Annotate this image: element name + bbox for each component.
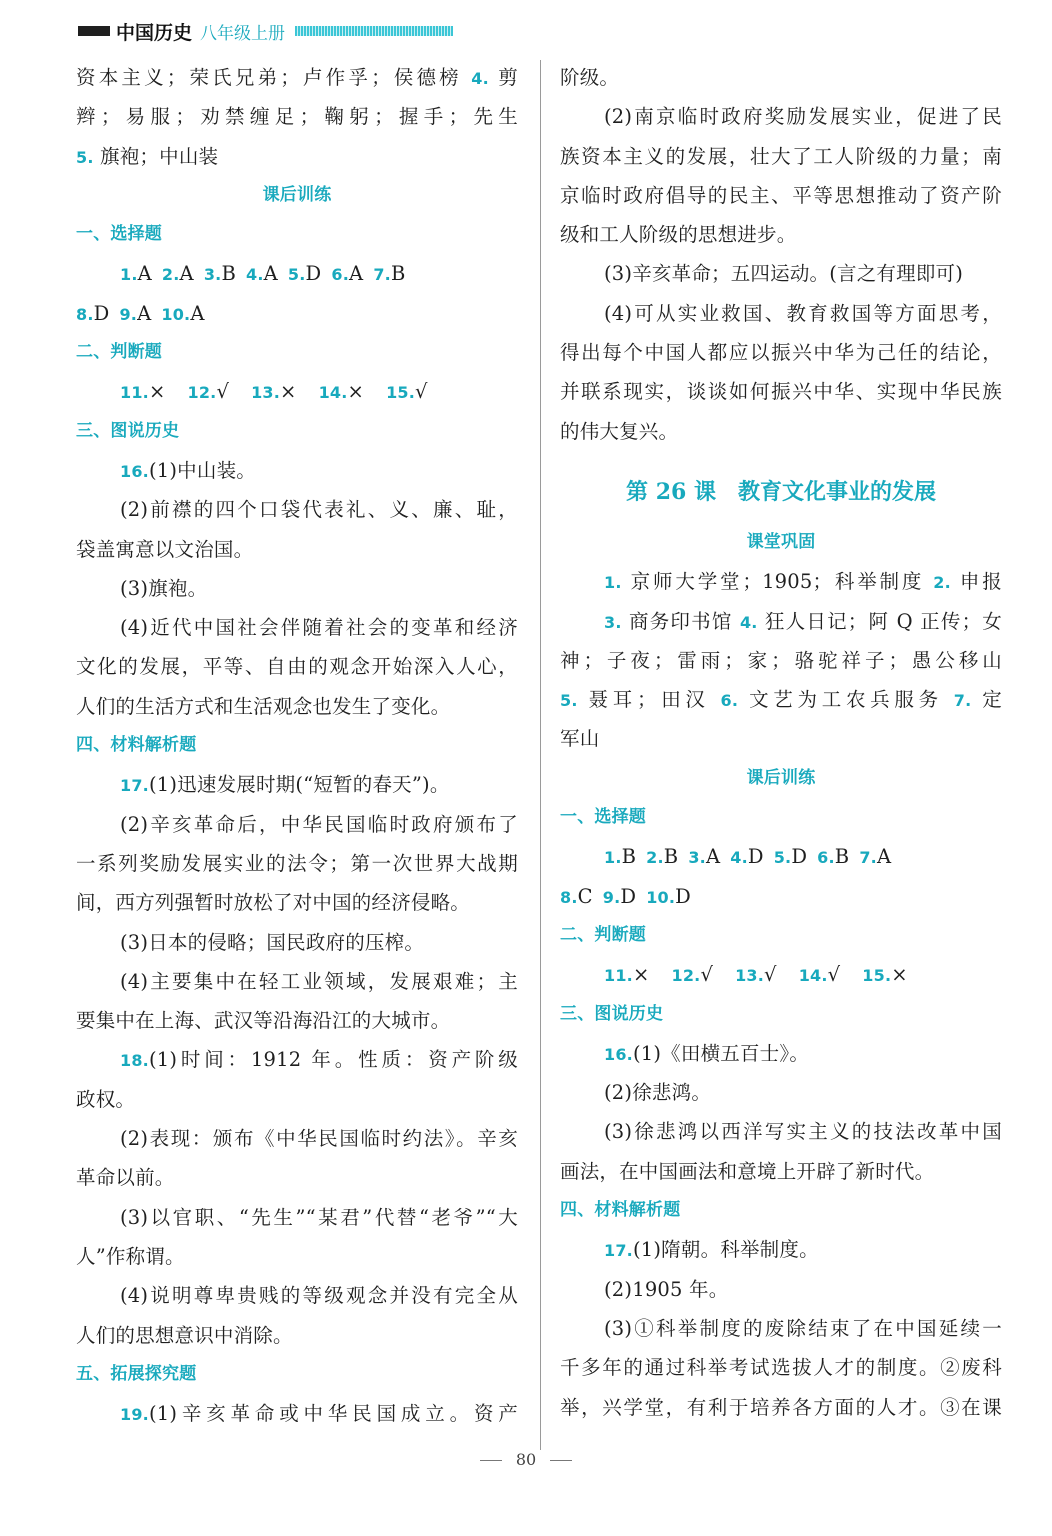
answer-line: (3)旗袍。 (120, 576, 208, 600)
answer-item (246, 254, 278, 294)
answer-value: D (791, 845, 808, 869)
subsection-heading: 课后训练 (746, 767, 816, 788)
answer-value: D (620, 884, 637, 908)
answer-value: A (137, 262, 152, 286)
question-19: 19.(1)辛亥革命或中华民国成立。资产 (120, 1402, 518, 1426)
answer-item (688, 837, 720, 877)
answer-line: 一系列奖励发展实业的法令；第一次世界大战期 (76, 851, 518, 875)
mc-answer-row (76, 294, 518, 333)
section-heading: 一、选择题 (76, 224, 162, 245)
answer-number: 12. (187, 383, 217, 403)
answer-value: A (876, 845, 892, 869)
answer-number: 10. (161, 304, 191, 324)
answer-item (162, 254, 194, 294)
answer-line: 的伟大复兴。 (560, 419, 679, 443)
answer-value: √ (216, 380, 230, 404)
answer-line: 千多年的通过科举考试选拔人才的制度。②废科 (560, 1356, 1002, 1380)
answer-value: × (148, 380, 166, 404)
header-stripe-decoration (295, 26, 453, 36)
answer-number: 12. (671, 966, 701, 986)
answer-line: (2)1905 年。 (604, 1277, 729, 1301)
answer-line: 5. 旗袍；中山装 (76, 144, 219, 168)
answer-number: 8. (76, 304, 94, 324)
answer-line: (4)主要集中在轻工业领域，发展艰难；主 (120, 969, 518, 993)
answer-number: 11. (120, 383, 149, 403)
question-16: 16.(1)中山装。 (120, 458, 256, 482)
answer-item (251, 372, 297, 412)
answer-line: 画法，在中国画法和意境上开辟了新时代。 (560, 1159, 935, 1183)
answer-value: A (179, 262, 194, 286)
answer-number: 5. (287, 265, 306, 285)
mc-answer-row (560, 877, 1002, 916)
footer-dash-right (550, 1460, 572, 1461)
mc-answer-row (76, 254, 518, 293)
answer-number: 4. (730, 848, 748, 868)
section-heading: 二、判断题 (76, 342, 162, 363)
answer-item (76, 294, 109, 334)
answer-value: B (221, 262, 236, 286)
answer-line: (3)①科举制度的废除结束了在中国延续一 (604, 1316, 1002, 1340)
section-heading: 四、材料解析题 (560, 1200, 681, 1221)
answer-line: (3)以官职、“先生”“某君”代替“老爷”“大 (120, 1205, 518, 1229)
answer-line: 并联系现实，谈谈如何振兴中华、实现中华民族 (560, 380, 1002, 404)
answer-line: 举，兴学堂，有利于培养各方面的人才。③在课 (560, 1395, 1002, 1419)
column-divider (540, 60, 541, 1450)
answer-number: 3. (203, 265, 222, 285)
answer-item (319, 372, 365, 412)
answer-line: 京临时政府倡导的民主、平等思想推动了资产阶 (560, 183, 1002, 207)
answer-item (604, 837, 636, 877)
answer-value: C (577, 884, 593, 908)
answer-line: 袋盖寓意以文治国。 (76, 537, 254, 561)
answer-line: (3)日本的侵略；国民政府的压榨。 (120, 930, 425, 954)
subsection-heading: 课后训练 (262, 184, 332, 205)
section-heading: 五、拓展探究题 (76, 1363, 197, 1384)
answer-item (817, 837, 849, 877)
answer-line: 5. 聂耳；田汉 6. 文艺为工农兵服务 7. 定 (560, 688, 1002, 712)
answer-number: 8. (560, 887, 578, 907)
page-footer (0, 1450, 1052, 1469)
answer-line: 资本主义；荣氏兄弟；卢作孚；侯德榜 4. 剪 (76, 66, 518, 89)
answer-line: 间，西方列强暂时放松了对中国的经济侵略。 (76, 891, 471, 915)
answer-item (730, 837, 763, 877)
answer-item (646, 877, 691, 917)
header-subject: 中国历史 (116, 21, 193, 44)
answer-value: D (675, 884, 692, 908)
answer-item (331, 254, 363, 294)
right-column (560, 58, 1002, 1427)
tf-answer-row (76, 372, 518, 411)
answer-item (373, 254, 405, 294)
answer-number: 7. (859, 848, 877, 868)
page-header (78, 18, 453, 44)
answer-item (735, 955, 777, 995)
answer-value: √ (827, 963, 841, 987)
answer-item (862, 955, 908, 995)
answer-line: 族资本主义的发展，壮大了工人阶级的力量；南 (560, 144, 1002, 168)
answer-line: 文化的发展，平等、自由的观念开始深入人心， (76, 655, 518, 679)
answer-item (204, 254, 236, 294)
subsection-heading: 课堂巩固 (746, 531, 816, 552)
answer-item (120, 254, 152, 294)
answer-item (386, 372, 428, 412)
answer-line: (3)徐悲鸿以西洋写实主义的技法改革中国 (604, 1120, 1002, 1144)
left-column (76, 58, 518, 1433)
answer-number: 11. (604, 966, 633, 986)
answer-line: 要集中在上海、武汉等沿海沿江的大城市。 (76, 1009, 451, 1033)
answer-number: 9. (119, 304, 138, 324)
section-heading: 二、判断题 (560, 924, 646, 945)
question-18: 18.(1)时间：1912 年。性质：资产阶级 (120, 1048, 518, 1072)
section-heading: 一、选择题 (560, 807, 646, 828)
answer-value: × (632, 963, 650, 987)
section-heading: 三、图说历史 (76, 420, 180, 441)
answer-value: √ (700, 963, 714, 987)
answer-item (119, 294, 151, 334)
answer-value: B (834, 845, 850, 869)
answer-value: B (663, 845, 679, 869)
answer-number: 14. (318, 383, 348, 403)
answer-line: (4)近代中国社会伴随着社会的变革和经济 (120, 616, 518, 640)
answer-line: 人们的生活方式和生活观念也发生了变化。 (76, 694, 451, 718)
header-grade: 八年级上册 (200, 23, 286, 44)
answer-line: 得出每个中国人都应以振兴中华为己任的结论， (560, 341, 1002, 365)
answer-number: 10. (646, 887, 676, 907)
answer-number: 5. (773, 848, 792, 868)
answer-line: 级和工人阶级的思想进步。 (560, 223, 797, 247)
answer-item (774, 837, 807, 877)
answer-item (646, 837, 678, 877)
answer-number: 2. (646, 848, 664, 868)
answer-line: (4)说明尊卑贵贱的等级观念并没有完全从 (120, 1284, 518, 1308)
answer-line: 辫；易服；劝禁缠足；鞠躬；握手；先生 (76, 105, 518, 129)
answer-value: A (263, 262, 278, 286)
answer-number: 1. (120, 265, 138, 285)
footer-dash-left (480, 1460, 502, 1461)
answer-number: 6. (817, 848, 835, 868)
lesson-title: 第 26 课 教育文化事业的发展 (626, 478, 936, 505)
answer-line: 政权。 (76, 1087, 136, 1111)
answer-line: 革命以前。 (76, 1166, 175, 1190)
answer-value: D (747, 845, 764, 869)
answer-value: × (891, 963, 908, 987)
answer-value: √ (415, 380, 428, 404)
question-16: 16.(1)《田横五百士》。 (604, 1041, 810, 1065)
tf-answer-row (560, 955, 1002, 994)
answer-line: (2)前襟的四个口袋代表礼、义、廉、耻， (120, 498, 518, 522)
answer-value: × (280, 380, 297, 404)
answer-line: (2)徐悲鸿。 (604, 1081, 712, 1105)
page-number: 80 (515, 1450, 537, 1469)
mc-answer-row (560, 837, 1002, 876)
answer-line: (3)辛亥革命；五四运动。(言之有理即可) (604, 262, 964, 286)
answer-item (604, 955, 650, 995)
answer-item (120, 372, 166, 412)
answer-value: B (621, 845, 637, 869)
answer-line: 人”作称谓。 (76, 1244, 185, 1268)
answer-value: A (190, 301, 205, 325)
section-heading: 三、图说历史 (560, 1003, 664, 1024)
answer-line: 神；子夜；雷雨；家；骆驼祥子；愚公移山 (560, 648, 1002, 672)
answer-number: 14. (798, 966, 828, 986)
answer-line: 人们的思想意识中消除。 (76, 1323, 293, 1347)
question-17: 17.(1)隋朝。科举制度。 (604, 1238, 819, 1262)
answer-value: D (305, 262, 322, 286)
answer-number: 13. (251, 383, 281, 403)
answer-item (188, 372, 230, 412)
answer-number: 4. (246, 265, 264, 285)
answer-number: 15. (386, 383, 416, 403)
answer-line: (2)辛亥革命后，中华民国临时政府颁布了 (120, 812, 518, 836)
answer-value: √ (764, 963, 777, 987)
answer-line: (2)南京临时政府奖励发展实业，促进了民 (604, 105, 1002, 129)
answer-number: 2. (161, 265, 180, 285)
answer-number: 3. (688, 848, 706, 868)
answer-item (859, 837, 891, 877)
answer-value: A (705, 845, 721, 869)
answer-line: 军山 (560, 727, 600, 751)
answer-line: 1. 京师大学堂；1905；科举制度 2. 申报 (604, 570, 1002, 594)
answer-item (603, 877, 636, 917)
answer-line: 阶级。 (560, 66, 620, 89)
answer-number: 13. (735, 966, 765, 986)
answer-item (799, 955, 841, 995)
answer-number: 15. (862, 966, 892, 986)
answer-value: A (137, 301, 152, 325)
answer-number: 9. (602, 887, 621, 907)
answer-item (560, 877, 593, 917)
answer-number: 7. (373, 265, 391, 285)
header-bar-decoration (78, 26, 110, 36)
answer-line: (4)可从实业救国、教育救国等方面思考， (604, 301, 1002, 325)
section-heading: 四、材料解析题 (76, 735, 197, 756)
answer-number: 1. (604, 848, 622, 868)
answer-item (288, 254, 321, 294)
answer-number: 6. (331, 265, 350, 285)
answer-value: D (93, 301, 110, 325)
answer-item (672, 955, 714, 995)
answer-line: 3. 商务印书馆 4. 狂人日记；阿 Q 正传；女 (604, 609, 1002, 633)
question-17: 17.(1)迅速发展时期(“短暂的春天”)。 (120, 773, 450, 797)
answer-item (161, 294, 204, 334)
answer-line: (2)表现：颁布《中华民国临时约法》。辛亥 (120, 1127, 518, 1151)
answer-value: × (347, 380, 365, 404)
answer-value: B (390, 262, 406, 286)
answer-value: A (349, 262, 364, 286)
